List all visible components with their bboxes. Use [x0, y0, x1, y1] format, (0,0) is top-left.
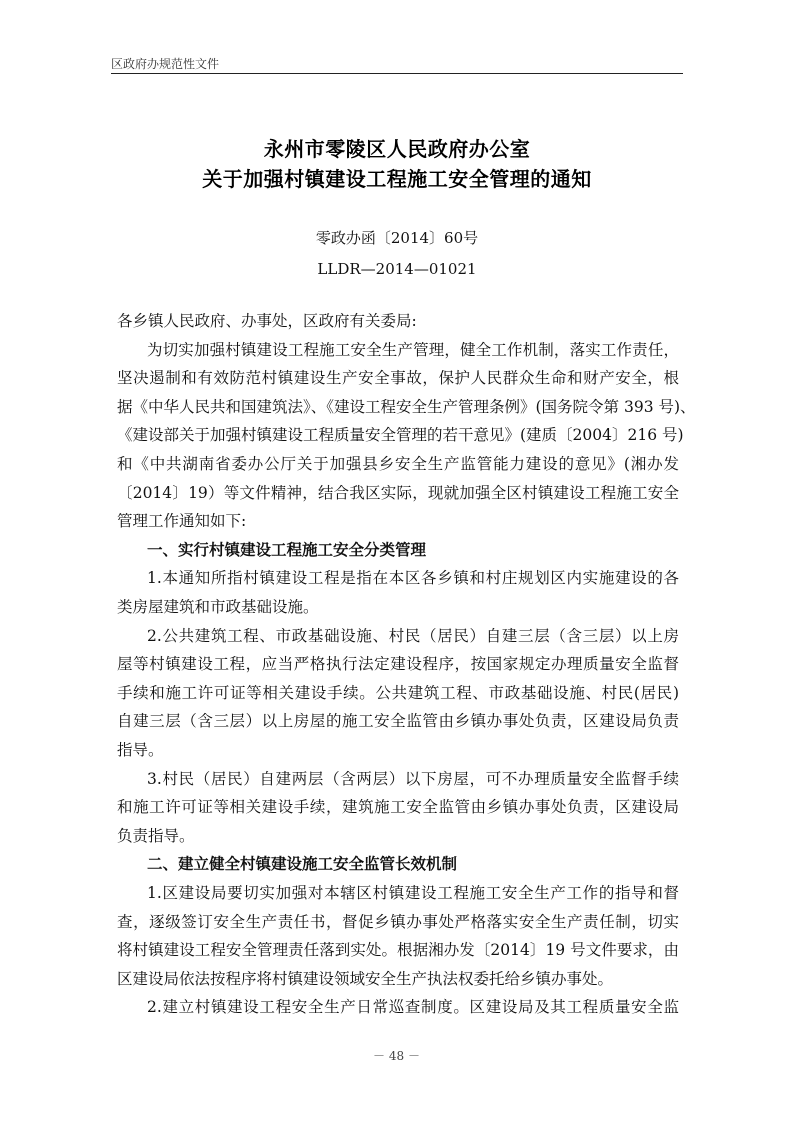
paragraph-line: 和施工许可证等相关建设手续，建筑施工安全监管由乡镇办事处负责，区建设局	[117, 798, 679, 817]
document-title-line-2: 关于加强村镇建设工程施工安全管理的通知	[202, 167, 592, 191]
section-heading-2: 二、建立健全村镇建设施工安全监管长效机制	[147, 855, 458, 874]
page-number: － 48 －	[373, 1049, 420, 1063]
paragraph-line: 《建设部关于加强村镇建设工程质量安全管理的若干意见》(建质〔2004〕216 号)	[117, 426, 684, 445]
paragraph-line: 自建三层（含三层）以上房屋的施工安全监管由乡镇办事处负责，区建设局负责	[117, 712, 679, 731]
document-number: 零政办函〔2014〕60号	[315, 229, 479, 247]
paragraph-line: 查，逐级签订安全生产责任书，督促乡镇办事处严格落实安全生产责任制，切实	[117, 912, 679, 931]
paragraph-line: 指导。	[117, 741, 164, 759]
paragraph-line: 管理工作通知如下:	[117, 512, 247, 531]
paragraph-line: 2.建立村镇建设工程安全生产日常巡查制度。区建设局及其工程质量安全监	[147, 998, 679, 1017]
paragraph-line: 类房屋建筑和市政基础设施。	[117, 598, 319, 616]
paragraph-line: 为切实加强村镇建设工程施工安全生产管理，健全工作机制，落实工作责任，	[147, 340, 679, 359]
paragraph-line: 1.区建设局要切实加强对本辖区村镇建设工程施工安全生产工作的指导和督	[147, 884, 679, 902]
paragraph-line: 3.村民（居民）自建两层（含两层）以下房屋，可不办理质量安全监督手续	[147, 769, 679, 788]
paragraph-line: 将村镇建设工程安全管理责任落到实处。根据湘办发〔2014〕19 号文件要求，由	[117, 941, 679, 960]
paragraph-line: 1.本通知所指村镇建设工程是指在本区各乡镇和村庄规划区内实施建设的各	[147, 569, 679, 588]
paragraph-line: 据《中华人民共和国建筑法》、《建设工程安全生产管理条例》(国务院令第 393 号)、	[117, 397, 696, 416]
paragraph-line: 手续和施工许可证等相关建设手续。公共建筑工程、市政基础设施、村民(居民)	[117, 683, 679, 702]
registration-number: LLDR—2014—01021	[317, 260, 477, 278]
paragraph-line: 2.公共建筑工程、市政基础设施、村民（居民）自建三层（含三层）以上房	[147, 626, 679, 645]
paragraph-line: 区建设局依法按程序将村镇建设领域安全生产执法权委托给乡镇办事处。	[117, 969, 614, 988]
salutation: 各乡镇人民政府、办事处，区政府有关委局:	[117, 312, 417, 330]
paragraph-line: 和《中共湖南省委办公厅关于加强县乡安全生产监管能力建设的意见》(湘办发	[117, 455, 679, 473]
paragraph-line: 屋等村镇建设工程，应当严格执行法定建设程序，按国家规定办理质量安全监督	[117, 655, 679, 674]
section-heading-1: 一、实行村镇建设工程施工安全分类管理	[147, 540, 427, 559]
header-rule	[111, 73, 683, 74]
paragraph-line: 坚决遏制和有效防范村镇建设生产安全事故，保护人民群众生命和财产安全，根	[117, 369, 679, 388]
running-header: 区政府办规范性文件	[111, 57, 220, 71]
paragraph-line: 负责指导。	[117, 826, 195, 845]
paragraph-line: 〔2014〕19）等文件精神，结合我区实际，现就加强全区村镇建设工程施工安全	[117, 483, 679, 502]
document-title-line-1: 永州市零陵区人民政府办公室	[263, 137, 531, 161]
